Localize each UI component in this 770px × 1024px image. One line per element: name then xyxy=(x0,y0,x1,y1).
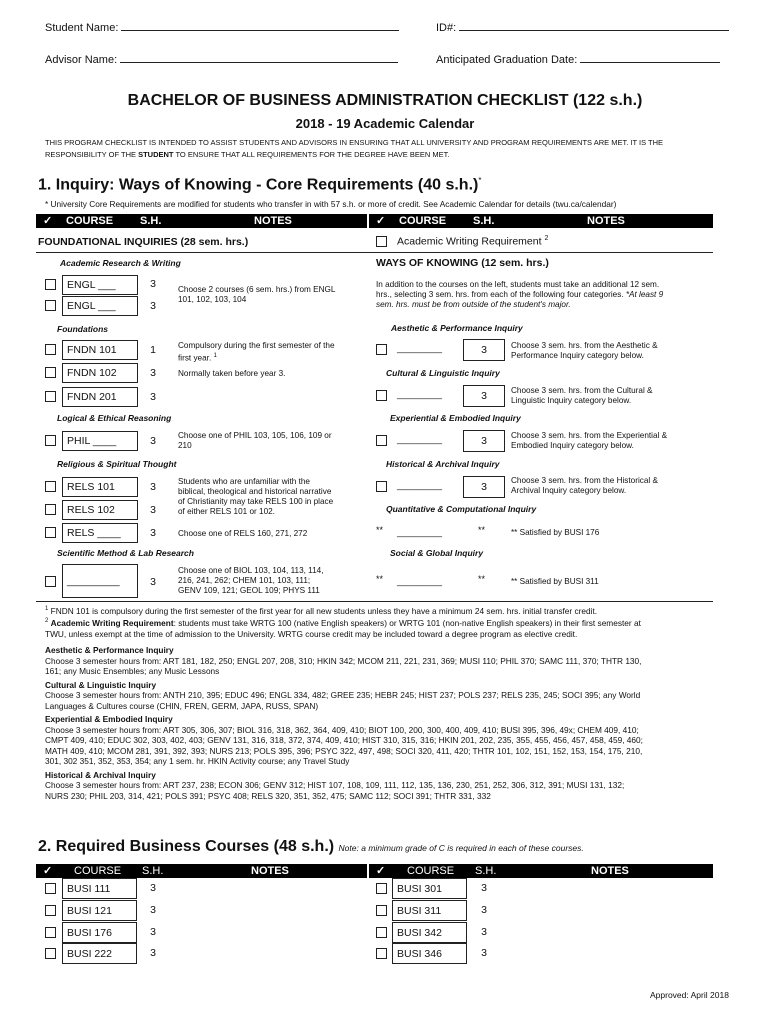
rels102-course[interactable]: RELS 102 xyxy=(62,500,138,520)
rels-course[interactable]: RELS ____ xyxy=(62,523,138,543)
api-sh: 3 xyxy=(463,339,505,361)
wok-note-1: In addition to the courses on the left, students must take an additional 12 sem. xyxy=(376,280,660,289)
busi121-course: BUSI 121 xyxy=(62,900,137,921)
sci-note-1: Choose one of BIOL 103, 104, 113, 114, xyxy=(178,566,324,575)
awr-text: Academic Writing Requirement xyxy=(397,235,542,248)
phil-note-1: Choose one of PHIL 103, 105, 106, 109 or xyxy=(178,431,332,440)
check-header: ✓ xyxy=(43,215,53,227)
wok-note xyxy=(376,280,716,310)
rels-note-1: Students who are unfamiliar with the xyxy=(178,477,310,486)
id-field[interactable] xyxy=(436,22,729,34)
rels101-sh: 3 xyxy=(150,481,156,493)
intro-part-a: RESPONSIBILITY OF THE xyxy=(45,150,139,159)
busi342-checkbox[interactable] xyxy=(376,927,387,938)
engl2-sh: 3 xyxy=(150,300,156,312)
rels-note xyxy=(178,477,333,517)
sci-note-3: GENV 109, 121; GEOL 109; PHYS 111 xyxy=(178,586,320,595)
footnote-2-text-b: TWU, unless exempt at the time of admission to the University. WRTG course credit may be included toward a degree program as elective credit. xyxy=(45,628,578,639)
fndn101-note-2 xyxy=(178,351,335,364)
phil-note xyxy=(178,431,332,451)
s2-sh-header: S.H. xyxy=(142,865,164,877)
rst-heading: Religious & Spiritual Thought xyxy=(57,459,177,469)
phil-course[interactable]: PHIL ____ xyxy=(62,431,138,451)
engl1-checkbox[interactable] xyxy=(45,279,56,290)
sci-checkbox[interactable] xyxy=(45,576,56,587)
api-heading: Aesthetic & Performance Inquiry xyxy=(391,323,523,333)
fndn201-checkbox[interactable] xyxy=(45,391,56,402)
fndn101-note xyxy=(178,341,335,364)
eei-sh: 3 xyxy=(463,430,505,452)
sci-sh: 3 xyxy=(150,576,156,588)
cli-note-2: Linguistic Inquiry category below. xyxy=(511,396,632,405)
s2-right-header xyxy=(369,864,713,878)
api-note xyxy=(511,341,658,361)
busi111-checkbox[interactable] xyxy=(45,883,56,894)
s2-check-header-right: ✓ xyxy=(376,865,386,877)
footnote-1-sup: 1 xyxy=(45,606,49,612)
intro-line-2 xyxy=(45,149,745,161)
sci-note xyxy=(178,566,324,596)
eei-list-1: Choose 3 semester hours from: ART 305, 306, 307; BIOL 316, 318, 362, 364, 409, 410; BIOT 100, 200, 300, 400, 409, 410; BUSI 395, 396, 49x; CHEM 409, 410; xyxy=(45,724,639,735)
busi301-checkbox[interactable] xyxy=(376,883,387,894)
section-1-title: 1. Inquiry: Ways of Knowing - Core Requirements (40 s.h.) xyxy=(38,176,479,194)
awr-label xyxy=(397,235,548,248)
phil-checkbox[interactable] xyxy=(45,435,56,446)
foundations-heading: Foundations xyxy=(57,324,108,334)
fndn101-course[interactable]: FNDN 101 xyxy=(62,340,138,360)
footnote-1 xyxy=(45,604,735,616)
fndn201-course[interactable]: FNDN 201 xyxy=(62,387,138,407)
awr-checkbox[interactable] xyxy=(376,236,387,247)
busi346-course: BUSI 346 xyxy=(392,943,467,964)
hai-course[interactable]: _________ xyxy=(397,480,443,490)
engl-note-2: 101, 102, 103, 104 xyxy=(178,295,247,304)
fndn201-sh: 3 xyxy=(150,391,156,403)
qci-sh-stars: ** xyxy=(478,525,486,535)
footnote-1-text: FNDN 101 is compulsory during the first semester of the first year for all new students unless they have a minimum 24 sem. hrs. initial transfer credit. xyxy=(50,605,598,616)
cli-checkbox[interactable] xyxy=(376,390,387,401)
eei-list-3: MATH 409, 410; MCOM 281, 391, 392, 393; NURS 213; POLS 395, 396; PSYC 322, 497, 498; SOCI 320, 411, 420; THTR 101, 102, 151, 152, 153, 154, 175, 210, xyxy=(45,745,643,756)
engl2-checkbox[interactable] xyxy=(45,300,56,311)
busi342-sh: 3 xyxy=(481,926,487,938)
rels-note-2: biblical, theological and historical narrative xyxy=(178,487,332,496)
wok-note-2a: hrs., selecting 3 sem. hrs. from each of the following four categories. xyxy=(376,290,626,299)
phil-note-2: 210 xyxy=(178,441,192,450)
fndn102-sh: 3 xyxy=(150,367,156,379)
busi301-sh: 3 xyxy=(481,882,487,894)
busi301-course: BUSI 301 xyxy=(392,878,467,899)
s2-course-header: COURSE xyxy=(74,865,122,877)
fndn102-checkbox[interactable] xyxy=(45,367,56,378)
notes-header-right: NOTES xyxy=(587,215,625,227)
hai-note-2: Archival Inquiry category below. xyxy=(511,486,627,495)
s2-left-header xyxy=(36,864,367,878)
eei-list-2: CMPT 409, 410; EDUC 302, 303, 402, 403; GENV 131, 316, 318, 372, 374, 409, 410; HIST 310, 315, 316; HKIN 201, 202, 235, 355, 455, 456, 457, 458, 459, 460; xyxy=(45,735,643,746)
hai-list-heading: Historical & Archival Inquiry xyxy=(45,769,156,780)
fndn101-note-2-text: first year. xyxy=(178,353,212,363)
qci-course[interactable]: _________ xyxy=(397,527,443,537)
sgi-stars: ** xyxy=(376,574,384,584)
intro-part-c: TO ENSURE THAT ALL REQUIREMENTS FOR THE DEGREE HAVE BEEN MET. xyxy=(173,150,450,159)
ars-heading: Academic Research & Writing xyxy=(60,258,181,268)
busi176-checkbox[interactable] xyxy=(45,927,56,938)
busi121-sh: 3 xyxy=(150,904,156,916)
engl2-course[interactable]: ENGL ___ xyxy=(62,296,138,316)
intro-student: STUDENT xyxy=(138,150,174,159)
awr-sup: 2 xyxy=(544,235,549,242)
footnote-2 xyxy=(45,616,735,628)
section-1-heading xyxy=(38,176,481,194)
section-1-sup: * xyxy=(478,176,482,185)
cli-list-heading: Cultural & Linguistic Inquiry xyxy=(45,679,157,690)
hai-heading: Historical & Archival Inquiry xyxy=(386,459,500,469)
cli-list-2: Languages & Cultures course (CHIN, FREN, GERM, JAPA, RUSS, SPAN) xyxy=(45,700,319,711)
api-note-2: Performance Inquiry category below. xyxy=(511,351,644,360)
ler-heading: Logical & Ethical Reasoning xyxy=(57,413,172,423)
section-1-bottom-rule xyxy=(36,601,713,602)
s1-right-header xyxy=(369,214,713,228)
page-subtitle: 2018 - 19 Academic Calendar xyxy=(295,116,475,131)
cli-heading: Cultural & Linguistic Inquiry xyxy=(386,368,500,378)
hai-list-1: Choose 3 semester hours from: ART 237, 238; ECON 306; GENV 312; HIST 107, 108, 109, 111, 112, 135, 136, 230, 251, 252, 306, 312, 391; MUSI 131, 132; xyxy=(45,780,625,791)
id-label: ID#: xyxy=(436,22,457,34)
rels-sh: 3 xyxy=(150,527,156,539)
rels-checkbox[interactable] xyxy=(45,527,56,538)
footnote-2-bold: Academic Writing Requirement xyxy=(50,618,174,629)
eei-list-heading: Experiential & Embodied Inquiry xyxy=(45,714,173,725)
busi111-course: BUSI 111 xyxy=(62,878,137,899)
page-title: BACHELOR OF BUSINESS ADMINISTRATION CHECKLIST (122 s.h.) xyxy=(127,92,643,109)
busi176-course: BUSI 176 xyxy=(62,922,137,943)
busi222-course: BUSI 222 xyxy=(62,943,137,964)
s2-sh-header-right: S.H. xyxy=(475,865,497,877)
rels-note-3: of Christianity may take RELS 100 in place xyxy=(178,497,334,506)
busi346-checkbox[interactable] xyxy=(376,948,387,959)
s2-notes-header: NOTES xyxy=(251,865,289,877)
student-name-label: Student Name: xyxy=(45,22,119,34)
cli-note xyxy=(511,386,653,406)
fndn101-sup: 1 xyxy=(213,353,217,359)
qci-note: ** Satisfied by BUSI 176 xyxy=(511,528,600,537)
busi342-course: BUSI 342 xyxy=(392,922,467,943)
hai-note-1: Choose 3 sem. hrs. from the Historical & xyxy=(511,476,658,485)
s2-check-header: ✓ xyxy=(43,865,53,877)
busi311-course: BUSI 311 xyxy=(392,900,467,921)
api-note-1: Choose 3 sem. hrs. from the Aesthetic & xyxy=(511,341,658,350)
sgi-course[interactable]: _________ xyxy=(397,576,443,586)
fndn101-checkbox[interactable] xyxy=(45,344,56,355)
busi311-checkbox[interactable] xyxy=(376,905,387,916)
course-header: COURSE xyxy=(66,215,114,227)
cli-note-1: Choose 3 sem. hrs. from the Cultural & xyxy=(511,386,653,395)
rels102-checkbox[interactable] xyxy=(45,504,56,515)
wok-note-2 xyxy=(376,290,716,300)
eei-heading: Experiential & Embodied Inquiry xyxy=(390,413,521,423)
s2-course-header-right: COURSE xyxy=(407,865,455,877)
sgi-heading: Social & Global Inquiry xyxy=(390,548,484,558)
busi311-sh: 3 xyxy=(481,904,487,916)
sgi-sh-stars: ** xyxy=(478,574,486,584)
advisor-name-field[interactable] xyxy=(45,54,398,66)
busi111-sh: 3 xyxy=(150,882,156,894)
course-header-right: COURSE xyxy=(399,215,447,227)
fndn102-note: Normally taken before year 3. xyxy=(178,369,286,378)
busi121-checkbox[interactable] xyxy=(45,905,56,916)
section-2-heading xyxy=(38,838,584,856)
student-name-field[interactable] xyxy=(45,22,399,34)
foundational-heading: FOUNDATIONAL INQUIRIES (28 sem. hrs.) xyxy=(38,236,249,248)
wok-note-3: sem. hrs. must be from outside of the student's major. xyxy=(376,300,571,309)
engl1-sh: 3 xyxy=(150,278,156,290)
busi346-sh: 3 xyxy=(481,947,487,959)
section-2-note: Note: a minimum grade of C is required in each of these courses. xyxy=(338,843,584,853)
sci-course[interactable]: _________ xyxy=(62,564,138,598)
intro-text xyxy=(45,137,745,161)
graduation-date-field[interactable] xyxy=(436,54,720,66)
intro-line-1: THIS PROGRAM CHECKLIST IS INTENDED TO ASSIST STUDENTS AND ADVISORS IN ENSURING THAT ALL UNIVERSITY AND PROGRAM REQUIREMENTS ARE MET. IT IS THE xyxy=(45,138,664,147)
engl-note-1: Choose 2 courses (6 sem. hrs.) from ENGL xyxy=(178,285,336,294)
section-2-title: 2. Required Business Courses (48 s.h.) xyxy=(38,838,335,855)
s1-left-header xyxy=(36,214,367,228)
fndn101-sh: 1 xyxy=(150,344,156,356)
engl-note xyxy=(178,285,335,305)
api-list-2: 161; any Music Ensembles; any Music Lessons xyxy=(45,666,220,677)
phil-sh: 3 xyxy=(150,435,156,447)
api-checkbox[interactable] xyxy=(376,344,387,355)
busi176-sh: 3 xyxy=(150,926,156,938)
api-list-1: Choose 3 semester hours from: ART 181, 182, 250; ENGL 207, 208, 310; HKIN 342; MCOM 211, 221, 231, 369; MUSI 110; PHIL 370; SAMC 111, 370; THTR 130, xyxy=(45,655,642,666)
api-list-heading: Aesthetic & Performance Inquiry xyxy=(45,645,174,656)
cli-list-1: Choose 3 semester hours from: ANTH 210, 395; EDUC 496; ENGL 334, 482; GREE 235; HEBR 245; HIST 237; POLS 237; RELS 235, 245; SOCI 395; any World xyxy=(45,690,641,701)
eei-list-4: 301, 302 351, 352, 353, 354; any 1 sem. hr. HKIN Activity course; any Travel Study xyxy=(45,756,350,767)
rels-note-4: of either RELS 101 or 102. xyxy=(178,507,275,516)
notes-header: NOTES xyxy=(254,215,292,227)
footnote-2-sup: 2 xyxy=(45,618,49,625)
hai-note xyxy=(511,476,658,496)
api-course[interactable]: _________ xyxy=(397,343,443,353)
fndn102-course[interactable]: FNDN 102 xyxy=(62,363,138,383)
footnote-2-text-a: : students must take WRTG 100 (native English speakers) or WRTG 101 (non-native English speakers) in their first semester at xyxy=(173,618,641,629)
sh-header-right: S.H. xyxy=(473,215,495,227)
smlr-heading: Scientific Method & Lab Research xyxy=(57,548,194,558)
qci-stars: ** xyxy=(376,525,384,535)
footnotes xyxy=(45,604,735,801)
eei-note-1: Choose 3 sem. hrs. from the Experiential & xyxy=(511,431,668,440)
sgi-note: ** Satisfied by BUSI 311 xyxy=(511,577,599,586)
eei-course[interactable]: _________ xyxy=(397,434,443,444)
engl1-course[interactable]: ENGL ___ xyxy=(62,275,138,295)
busi222-checkbox[interactable] xyxy=(45,948,56,959)
eei-note xyxy=(511,431,667,451)
check-header-right: ✓ xyxy=(376,215,386,227)
sci-note-2: 216, 241, 262; CHEM 101, 103, 111; xyxy=(178,576,311,585)
hai-checkbox[interactable] xyxy=(376,481,387,492)
sh-header: S.H. xyxy=(140,215,162,227)
approved-date: Approved: April 2018 xyxy=(650,990,729,1000)
hai-sh: 3 xyxy=(463,476,505,498)
cli-course[interactable]: _________ xyxy=(397,389,443,399)
eei-note-2: Embodied Inquiry category below. xyxy=(511,441,634,450)
eei-checkbox[interactable] xyxy=(376,435,387,446)
rels101-course[interactable]: RELS 101 xyxy=(62,477,138,497)
cli-sh: 3 xyxy=(463,385,505,407)
wok-note-2b: *At least 9 xyxy=(625,290,664,299)
rels101-checkbox[interactable] xyxy=(45,481,56,492)
s2-notes-header-right: NOTES xyxy=(591,865,629,877)
rels102-sh: 3 xyxy=(150,504,156,516)
rels-note-5: Choose one of RELS 160, 271, 272 xyxy=(178,529,308,538)
graduation-date-label: Anticipated Graduation Date: xyxy=(436,54,578,66)
advisor-name-label: Advisor Name: xyxy=(45,54,118,66)
busi222-sh: 3 xyxy=(150,947,156,959)
divider xyxy=(36,252,713,253)
qci-heading: Quantitative & Computational Inquiry xyxy=(386,504,537,514)
fndn101-note-1: Compulsory during the first semester of the xyxy=(178,341,335,350)
wok-heading: WAYS OF KNOWING (12 sem. hrs.) xyxy=(376,257,549,269)
section-1-note: * University Core Requirements are modified for students who transfer in with 57 s.h. or more of credit. See Academic Calendar for details (twu.ca/calendar) xyxy=(45,199,617,209)
hai-list-2: NURS 230; PHIL 203, 314, 421; POLS 391; PSYC 408; RELS 320, 351, 352, 475; SAMC 112; SOCI 391; THTR 331, 332 xyxy=(45,790,491,801)
